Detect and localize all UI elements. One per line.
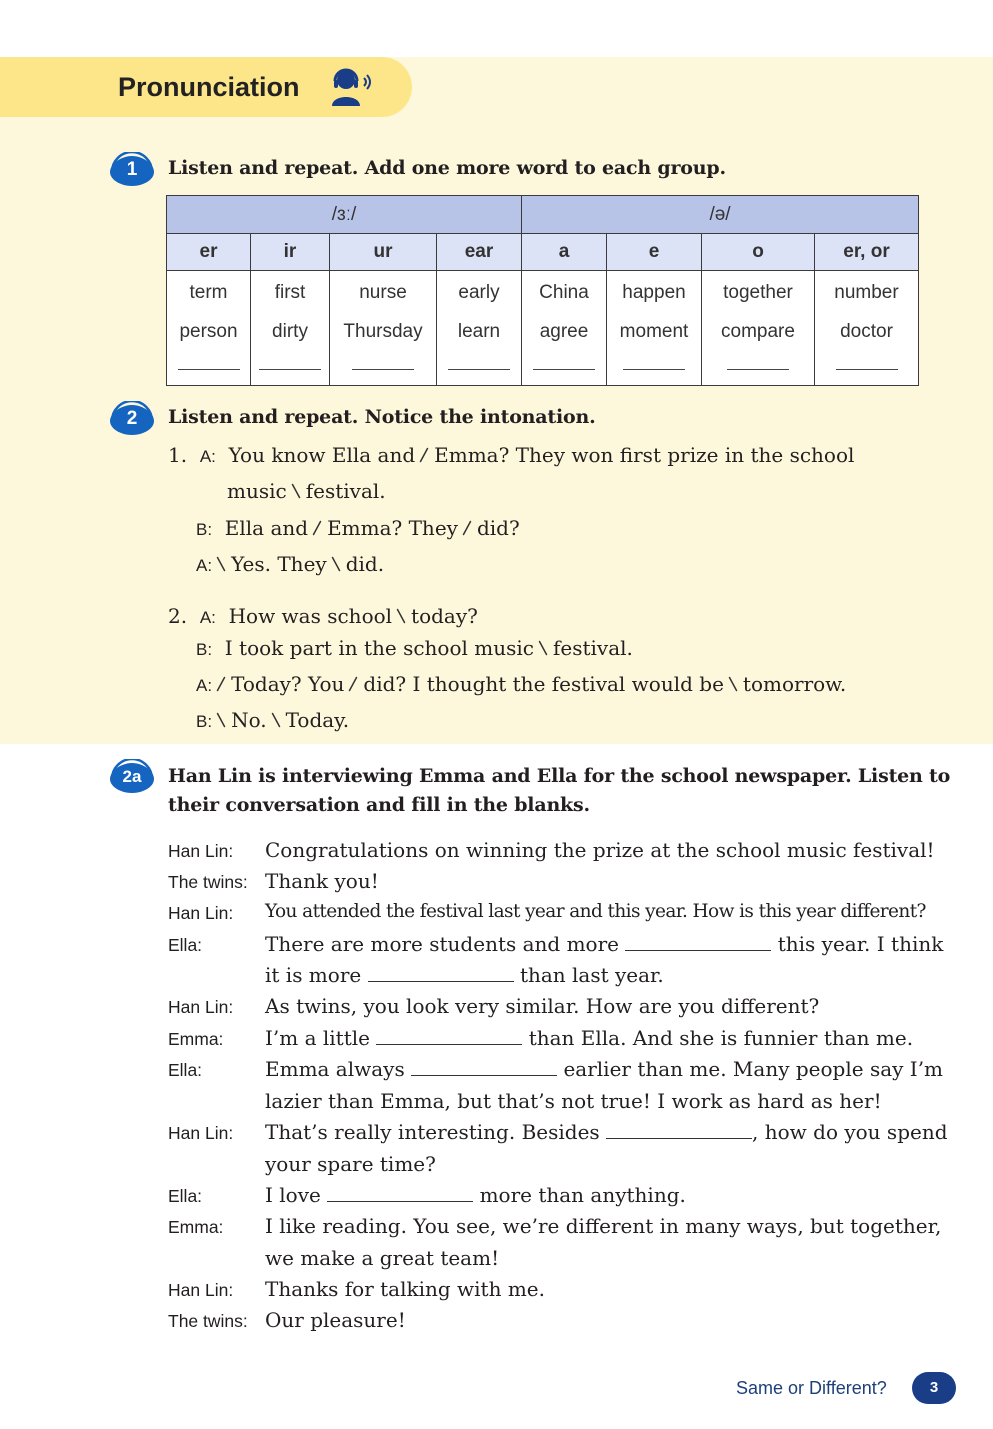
- dialogue-text: Congratulations on winning the prize at the school music festival!: [265, 838, 935, 862]
- speaker-name: The twins:: [168, 872, 248, 892]
- spelling-header: er, or: [815, 234, 919, 271]
- answer-blank[interactable]: [623, 369, 685, 370]
- answer-blank[interactable]: [448, 369, 510, 370]
- answer-blank[interactable]: [836, 369, 898, 370]
- speaker-name: Ella:: [168, 935, 203, 955]
- speaker-name: Han Lin:: [168, 1123, 234, 1143]
- speaker-name: Emma:: [168, 1029, 224, 1049]
- dialogue-line: B: Ella and Emma? They did?: [196, 516, 520, 540]
- answer-blank[interactable]: [727, 369, 789, 370]
- dialogue-line: 1. A: You know Ella and Emma? They won first prize in the school: [168, 443, 855, 467]
- dialogue-text: Our pleasure!: [265, 1308, 406, 1332]
- dialogue-text: Thank you!: [265, 869, 379, 893]
- word-cell: early learn: [437, 271, 522, 386]
- dialogue-text: As twins, you look very similar. How are you different?: [265, 994, 820, 1018]
- dialogue-text: That’s really interesting. Besides , how do you spend: [265, 1120, 948, 1144]
- phoneme-header: /ə/: [522, 196, 919, 234]
- activity-2a-instruction: their conversation and fill in the blanks.: [168, 794, 590, 816]
- spelling-header: o: [702, 234, 815, 271]
- activity-1-badge: 1: [108, 152, 156, 188]
- dialogue-text: lazier than Emma, but that’s not true! I work as hard as her!: [265, 1089, 882, 1113]
- speaker-name: The twins:: [168, 1311, 248, 1331]
- falling-intonation-icon: [216, 712, 226, 728]
- spelling-header: a: [522, 234, 607, 271]
- unit-title: Same or Different?: [736, 1378, 887, 1398]
- spelling-header: ur: [330, 234, 437, 271]
- dialogue-text: You attended the festival last year and this year. How is this year different?: [265, 901, 926, 922]
- answer-blank[interactable]: [411, 1061, 557, 1076]
- answer-blank[interactable]: [327, 1187, 473, 1202]
- word-cell: China agree: [522, 271, 607, 386]
- dialogue-line: B: No. Today.: [196, 708, 350, 732]
- dialogue-text: I’m a little than Ella. And she is funnier than me.: [265, 1026, 914, 1050]
- rising-intonation-icon: [312, 520, 322, 536]
- speaker-name: Han Lin:: [168, 997, 234, 1017]
- dialogue-line: B: I took part in the school music festival.: [196, 636, 633, 660]
- speaker-name: Ella:: [168, 1186, 203, 1206]
- spelling-header: e: [607, 234, 702, 271]
- dialogue-line: music festival.: [227, 479, 386, 503]
- falling-intonation-icon: [291, 483, 301, 499]
- answer-blank[interactable]: [178, 369, 240, 370]
- falling-intonation-icon: [216, 556, 226, 572]
- falling-intonation-icon: [331, 556, 341, 572]
- spelling-header: er: [167, 234, 251, 271]
- answer-blank[interactable]: [352, 369, 414, 370]
- word-cell: together compare: [702, 271, 815, 386]
- rising-intonation-icon: [348, 676, 358, 692]
- dialogue-line: 2. A: How was school today?: [168, 604, 478, 628]
- speaker-name: Han Lin:: [168, 1280, 234, 1300]
- word-cell: happen moment: [607, 271, 702, 386]
- spelling-header: ir: [251, 234, 330, 271]
- answer-blank[interactable]: [368, 967, 514, 982]
- answer-blank[interactable]: [533, 369, 595, 370]
- dialogue-line: A: Today? You did? I thought the festival would be tomorrow.: [196, 672, 847, 696]
- speaker-name: Han Lin:: [168, 903, 234, 923]
- rising-intonation-icon: [462, 520, 472, 536]
- dialogue-text: it is more than last year.: [265, 963, 664, 987]
- falling-intonation-icon: [728, 676, 738, 692]
- word-cell: number doctor: [815, 271, 919, 386]
- word-cell: first dirty: [251, 271, 330, 386]
- dialogue-text: I like reading. You see, we’re different in many ways, but together,: [265, 1214, 942, 1238]
- dialogue-text: your spare time?: [265, 1152, 436, 1176]
- rising-intonation-icon: [419, 447, 429, 463]
- page-number: 3: [912, 1372, 956, 1404]
- dialogue-text: There are more students and more this year. I think: [265, 932, 944, 956]
- dialogue-text: we make a great team!: [265, 1246, 500, 1270]
- phoneme-header: /ɜː/: [167, 196, 522, 234]
- word-cell: term person: [167, 271, 251, 386]
- falling-intonation-icon: [271, 712, 281, 728]
- answer-blank[interactable]: [376, 1030, 522, 1045]
- falling-intonation-icon: [396, 608, 406, 624]
- spelling-header: ear: [437, 234, 522, 271]
- speaker-name: Han Lin:: [168, 841, 234, 861]
- activity-2-badge: 2: [108, 401, 156, 437]
- section-title: Pronunciation: [118, 72, 300, 102]
- activity-2-instruction: Listen and repeat. Notice the intonation.: [168, 406, 596, 428]
- activity-2a-instruction: Han Lin is interviewing Emma and Ella for the school newspaper. Listen to: [168, 765, 951, 787]
- speaker-name: Ella:: [168, 1060, 203, 1080]
- falling-intonation-icon: [538, 640, 548, 656]
- rising-intonation-icon: [216, 676, 226, 692]
- answer-blank[interactable]: [606, 1124, 752, 1139]
- dialogue-line: A: Yes. They did.: [196, 552, 385, 576]
- speaker-name: Emma:: [168, 1217, 224, 1237]
- activity-1-instruction: Listen and repeat. Add one more word to each group.: [168, 157, 726, 179]
- headset-speaker-icon: [326, 66, 376, 108]
- word-cell: nurse Thursday: [330, 271, 437, 386]
- activity-2a-badge: 2a: [108, 759, 156, 795]
- sound-table: [166, 195, 919, 386]
- answer-blank[interactable]: [625, 936, 771, 951]
- dialogue-text: I love more than anything.: [265, 1183, 686, 1207]
- answer-blank[interactable]: [259, 369, 321, 370]
- dialogue-text: Emma always earlier than me. Many people say I’m: [265, 1057, 944, 1081]
- dialogue-text: Thanks for talking with me.: [265, 1277, 545, 1301]
